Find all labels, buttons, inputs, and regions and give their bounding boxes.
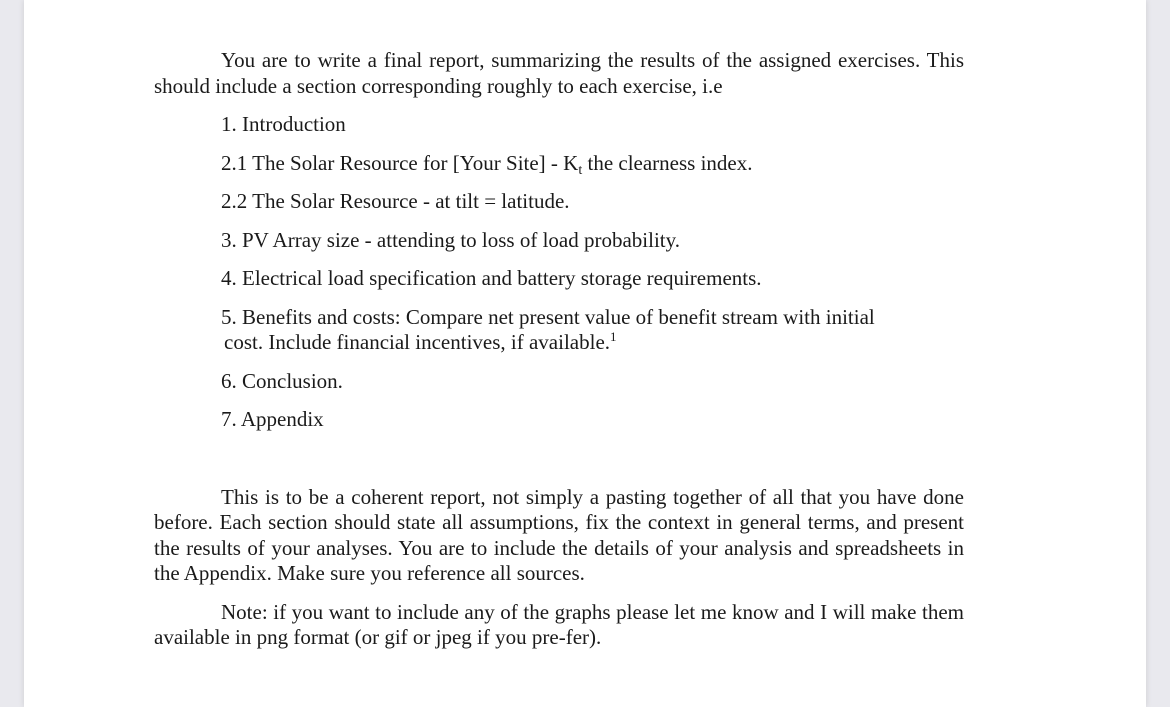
footnote-marker: 1	[610, 329, 617, 344]
list-item-text: 5. Benefits and costs: Compare net present value of benefit stream with initial	[221, 304, 875, 329]
list-item-solar-resource-site	[221, 151, 964, 177]
list-item-pv-array: 3. PV Array size - attending to loss of load probability.	[221, 227, 681, 252]
list-item-appendix: 7. Appendix	[221, 407, 324, 431]
list-item-benefits-costs	[221, 305, 964, 356]
document-page	[24, 0, 1146, 707]
section-list	[154, 112, 964, 433]
report-guidance-paragraph: This is to be a coherent report, not simply a pasting together of all that you have done before. Each section should state all assumptions, fix the context in general terms, and present the results of your analyses. You are to include the details of your analysis and spreadsheets in the Appendix. Make sure you reference all sources.	[154, 484, 964, 585]
list-item-text: cost. Include financial incentives, if available.	[224, 330, 611, 354]
list-item-solar-resource-tilt: 2.2 The Solar Resource - at tilt = latitude.	[221, 189, 570, 213]
list-item-text: the clearness index.	[582, 150, 753, 175]
list-item-electrical-load: 4. Electrical load specification and battery storage requirements.	[221, 266, 762, 290]
list-item-introduction: 1. Introduction	[221, 112, 346, 136]
note-paragraph: Note: if you want to include any of the graphs please let me know and I will make them available in png format (or gif or jpeg if you pre-fer).	[154, 599, 964, 649]
list-item-text: 2.1 The Solar Resource for [Your Site] - K	[221, 150, 579, 175]
subscript-t: t	[578, 162, 583, 178]
intro-paragraph: You are to write a final report, summarizing the results of the assigned exercises. This should include a section corresponding roughly to each exercise, i.e	[154, 48, 964, 98]
list-item-conclusion: 6. Conclusion.	[221, 368, 343, 393]
document-content	[154, 48, 964, 651]
